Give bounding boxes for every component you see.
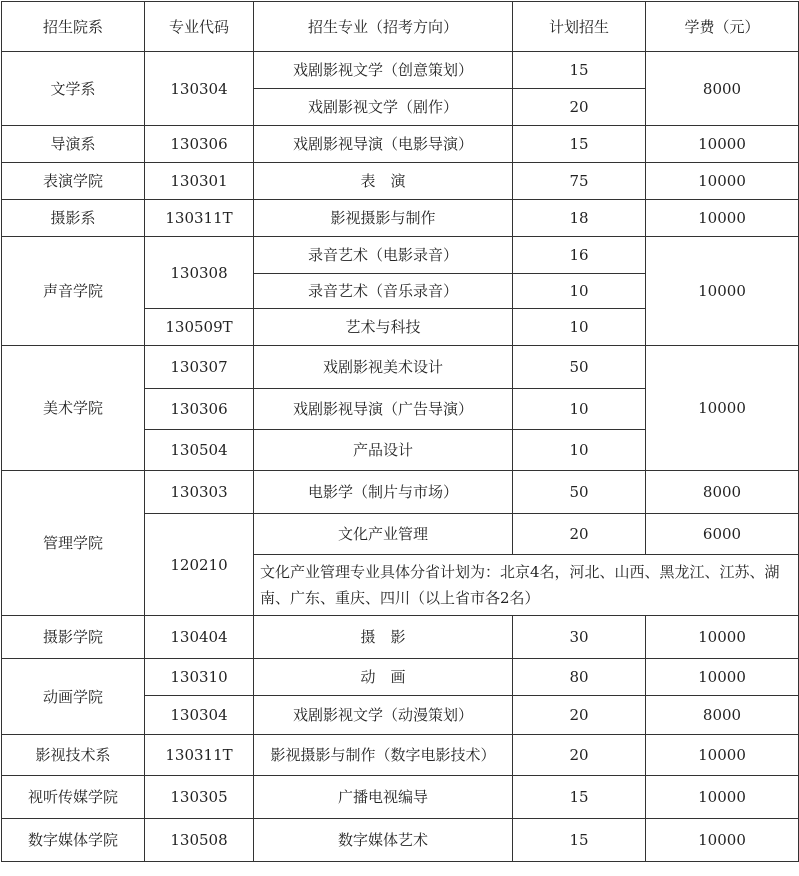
table-row [2, 776, 799, 819]
fee-cell: 10000 [646, 163, 799, 200]
table-row [2, 163, 799, 200]
major-cell: 影视摄影与制作（数字电影技术） [254, 735, 513, 776]
dept-cell: 视听传媒学院 [2, 776, 145, 819]
table-row [2, 346, 799, 389]
plan-cell: 20 [513, 735, 646, 776]
code-cell: 130308 [145, 237, 254, 309]
code-cell: 130301 [145, 163, 254, 200]
table-row [2, 616, 799, 659]
fee-cell: 10000 [646, 237, 799, 346]
table-row [2, 819, 799, 862]
major-cell: 录音艺术（电影录音） [254, 237, 513, 274]
major-cell: 戏剧影视文学（创意策划） [254, 52, 513, 89]
fee-cell: 10000 [646, 659, 799, 696]
table-row [2, 471, 799, 514]
code-cell: 130307 [145, 346, 254, 389]
plan-cell: 10 [513, 274, 646, 309]
fee-cell: 8000 [646, 471, 799, 514]
major-cell: 戏剧影视文学（动漫策划） [254, 696, 513, 735]
plan-cell: 50 [513, 471, 646, 514]
plan-cell: 15 [513, 819, 646, 862]
note-cell: 文化产业管理专业具体分省计划为：北京4名，河北、山西、黑龙江、江苏、湖南、广东、重庆、四川（以上省市各2名） [254, 555, 799, 616]
table-row [2, 126, 799, 163]
fee-cell: 10000 [646, 776, 799, 819]
fee-cell: 6000 [646, 514, 799, 555]
plan-cell: 10 [513, 389, 646, 430]
code-cell: 130306 [145, 389, 254, 430]
major-cell: 艺术与科技 [254, 309, 513, 346]
plan-cell: 18 [513, 200, 646, 237]
header-major: 招生专业（招考方向） [254, 2, 513, 52]
plan-cell: 20 [513, 514, 646, 555]
fee-cell: 8000 [646, 52, 799, 126]
dept-cell: 摄影学院 [2, 616, 145, 659]
fee-cell: 10000 [646, 200, 799, 237]
plan-cell: 80 [513, 659, 646, 696]
major-cell: 戏剧影视文学（剧作） [254, 89, 513, 126]
code-cell: 130306 [145, 126, 254, 163]
dept-cell: 导演系 [2, 126, 145, 163]
plan-cell: 20 [513, 696, 646, 735]
plan-cell: 50 [513, 346, 646, 389]
code-cell: 130508 [145, 819, 254, 862]
plan-cell: 30 [513, 616, 646, 659]
fee-cell: 10000 [646, 819, 799, 862]
fee-cell: 10000 [646, 346, 799, 471]
major-cell: 动 画 [254, 659, 513, 696]
major-cell: 产品设计 [254, 430, 513, 471]
plan-cell: 15 [513, 776, 646, 819]
header-fee: 学费（元） [646, 2, 799, 52]
major-cell: 电影学（制片与市场） [254, 471, 513, 514]
header-row [2, 2, 799, 52]
dept-cell: 文学系 [2, 52, 145, 126]
fee-cell: 10000 [646, 126, 799, 163]
code-cell: 120210 [145, 514, 254, 616]
major-cell: 戏剧影视美术设计 [254, 346, 513, 389]
dept-cell: 影视技术系 [2, 735, 145, 776]
dept-cell: 表演学院 [2, 163, 145, 200]
major-cell: 摄 影 [254, 616, 513, 659]
major-cell: 文化产业管理 [254, 514, 513, 555]
header-dept: 招生院系 [2, 2, 145, 52]
code-cell: 130504 [145, 430, 254, 471]
code-cell: 130311T [145, 200, 254, 237]
plan-cell: 10 [513, 309, 646, 346]
plan-cell: 75 [513, 163, 646, 200]
code-cell: 130310 [145, 659, 254, 696]
table-row [2, 237, 799, 274]
plan-cell: 15 [513, 126, 646, 163]
header-code: 专业代码 [145, 2, 254, 52]
code-cell: 130303 [145, 471, 254, 514]
major-cell: 影视摄影与制作 [254, 200, 513, 237]
code-cell: 130304 [145, 52, 254, 126]
table-row [2, 52, 799, 89]
dept-cell: 动画学院 [2, 659, 145, 735]
code-cell: 130304 [145, 696, 254, 735]
header-plan: 计划招生 [513, 2, 646, 52]
dept-cell: 摄影系 [2, 200, 145, 237]
table-row [2, 659, 799, 696]
major-cell: 广播电视编导 [254, 776, 513, 819]
plan-cell: 15 [513, 52, 646, 89]
code-cell: 130509T [145, 309, 254, 346]
major-cell: 录音艺术（音乐录音） [254, 274, 513, 309]
major-cell: 表 演 [254, 163, 513, 200]
dept-cell: 数字媒体学院 [2, 819, 145, 862]
dept-cell: 管理学院 [2, 471, 145, 616]
major-cell: 戏剧影视导演（广告导演） [254, 389, 513, 430]
admissions-table [1, 1, 799, 862]
code-cell: 130311T [145, 735, 254, 776]
code-cell: 130404 [145, 616, 254, 659]
plan-cell: 20 [513, 89, 646, 126]
table-row [2, 200, 799, 237]
fee-cell: 10000 [646, 735, 799, 776]
fee-cell: 10000 [646, 616, 799, 659]
fee-cell: 8000 [646, 696, 799, 735]
dept-cell: 美术学院 [2, 346, 145, 471]
major-cell: 数字媒体艺术 [254, 819, 513, 862]
major-cell: 戏剧影视导演（电影导演） [254, 126, 513, 163]
dept-cell: 声音学院 [2, 237, 145, 346]
plan-cell: 10 [513, 430, 646, 471]
table-row [2, 735, 799, 776]
code-cell: 130305 [145, 776, 254, 819]
plan-cell: 16 [513, 237, 646, 274]
